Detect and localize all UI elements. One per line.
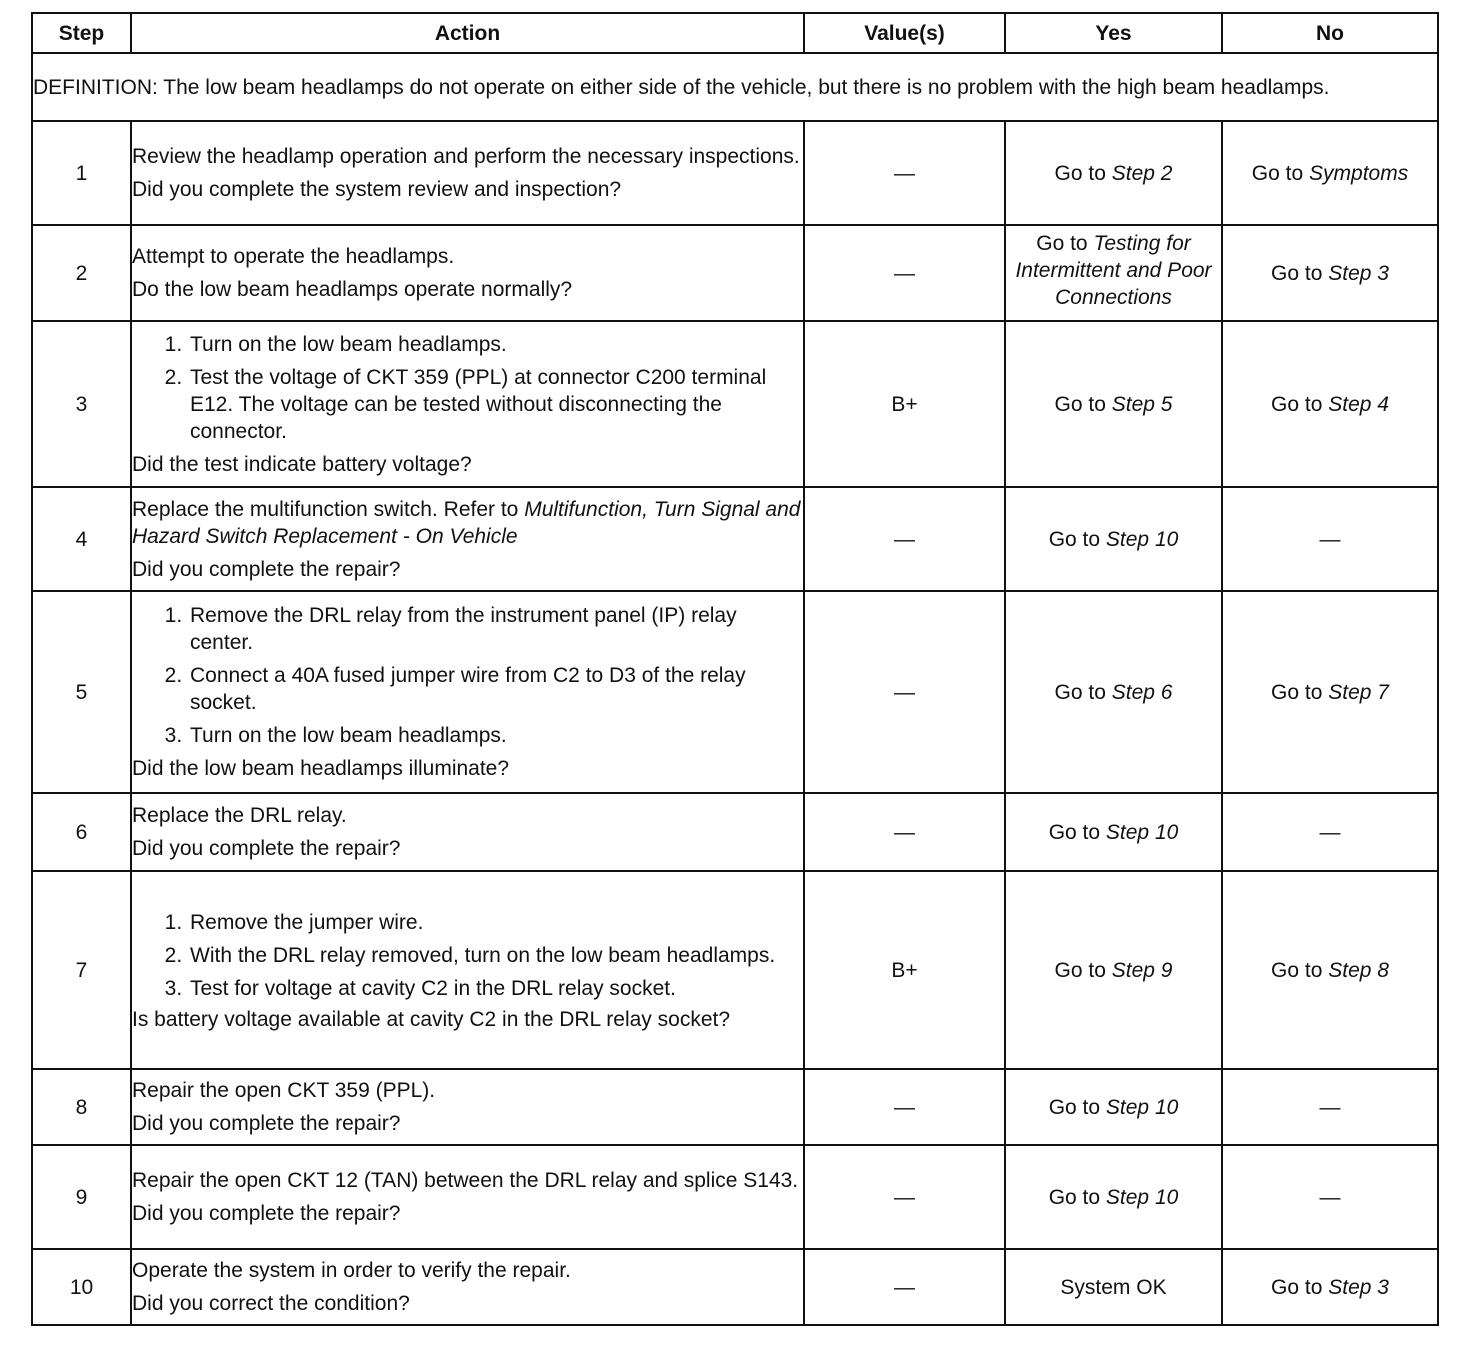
yes-prefix: Go to: [1054, 680, 1106, 704]
step-number: 8: [32, 1069, 131, 1145]
no-cell: [1222, 321, 1438, 487]
substep: 2. Connect a 40A fused jumper wire from C2 to D3 of the relay socket.: [188, 662, 803, 716]
yes-prefix: Go to: [1054, 392, 1106, 416]
action-question: Did the test indicate battery voltage?: [132, 452, 472, 476]
no-link[interactable]: Step 8: [1328, 958, 1389, 982]
action-question: Did you complete the repair?: [132, 1112, 401, 1135]
table-row: [32, 225, 1438, 321]
action-cell: [131, 321, 804, 487]
step-number: 2: [32, 225, 131, 321]
no-link[interactable]: Step 3: [1328, 261, 1389, 285]
step-number: 7: [32, 871, 131, 1069]
no-prefix: Go to: [1251, 161, 1304, 185]
value-cell: —: [804, 1249, 1005, 1325]
definition-text: DEFINITION: The low beam headlamps do not operate on either side of the vehicle, but there is no problem with the high beam headlamps.: [32, 53, 1438, 121]
action-cell: [131, 1069, 804, 1145]
value-cell: —: [804, 487, 1005, 591]
action-text: Review the headlamp operation and perform the necessary inspections.: [132, 145, 800, 168]
value-cell: B+: [804, 321, 1005, 487]
yes-prefix: Go to: [1048, 820, 1101, 844]
no-prefix: Go to: [1271, 261, 1323, 285]
no-cell: —: [1222, 1145, 1438, 1249]
action-prefix: Replace the multifunction switch. Refer to: [132, 497, 519, 521]
action-cell: [131, 1145, 804, 1249]
yes-cell: [1005, 793, 1222, 871]
action-cell: [131, 487, 804, 591]
action-cell: [131, 121, 804, 225]
yes-link[interactable]: Step 2: [1111, 161, 1173, 185]
header-action: Action: [131, 13, 804, 53]
no-cell: [1222, 225, 1438, 321]
no-link[interactable]: Step 7: [1328, 680, 1389, 704]
yes-cell: [1005, 1145, 1222, 1249]
action-question: Did you correct the condition?: [132, 1292, 410, 1315]
substep: 3. Turn on the low beam headlamps.: [188, 722, 803, 749]
action-question: Is battery voltage available at cavity C2 in the DRL relay socket?: [132, 1007, 731, 1031]
yes-prefix: Go to: [1048, 1095, 1101, 1119]
step-number: 4: [32, 487, 131, 591]
header-no: No: [1222, 13, 1438, 53]
yes-cell: [1005, 121, 1222, 225]
substep: 2. Test the voltage of CKT 359 (PPL) at connector C200 terminal E12. The voltage can be tested without disconnecting the connector.: [188, 364, 803, 445]
yes-cell: [1005, 321, 1222, 487]
diagnostic-table: [31, 12, 1439, 1326]
step-number: 10: [32, 1249, 131, 1325]
no-cell: —: [1222, 793, 1438, 871]
action-text: Attempt to operate the headlamps.: [132, 245, 455, 268]
value-cell: —: [804, 121, 1005, 225]
value-cell: B+: [804, 871, 1005, 1069]
action-cell: [131, 871, 804, 1069]
yes-cell: System OK: [1005, 1249, 1222, 1325]
no-link[interactable]: Symptoms: [1309, 161, 1409, 185]
yes-prefix: Go to: [1036, 232, 1088, 255]
yes-cell: [1005, 871, 1222, 1069]
no-link[interactable]: Step 4: [1328, 392, 1389, 416]
step-number: 6: [32, 793, 131, 871]
table-row: [32, 793, 1438, 871]
action-cell: [131, 793, 804, 871]
action-text: Repair the open CKT 359 (PPL).: [132, 1079, 436, 1102]
no-cell: —: [1222, 487, 1438, 591]
value-cell: —: [804, 1145, 1005, 1249]
action-cell: [131, 591, 804, 793]
yes-prefix: Go to: [1048, 1185, 1101, 1209]
substep-list: [132, 909, 803, 1002]
yes-link[interactable]: Step 6: [1111, 680, 1173, 704]
yes-cell: [1005, 591, 1222, 793]
yes-link[interactable]: Step 10: [1105, 1185, 1179, 1209]
substep: 1. Remove the DRL relay from the instrument panel (IP) relay center.: [188, 602, 803, 656]
table-row: [32, 1069, 1438, 1145]
step-number: 5: [32, 591, 131, 793]
value-cell: —: [804, 793, 1005, 871]
action-reference-link[interactable]: Multifunction, Turn Signal and Hazard Switch Replacement - On Vehicle: [132, 497, 801, 548]
no-cell: [1222, 121, 1438, 225]
yes-link[interactable]: Step 10: [1105, 527, 1179, 551]
action-text: Replace the DRL relay.: [132, 804, 347, 827]
substep: 1. Turn on the low beam headlamps.: [188, 331, 803, 358]
yes-prefix: Go to: [1054, 161, 1106, 185]
value-cell: —: [804, 225, 1005, 321]
yes-link[interactable]: Step 10: [1105, 820, 1179, 844]
no-cell: [1222, 871, 1438, 1069]
action-cell: [131, 1249, 804, 1325]
no-prefix: Go to: [1271, 680, 1323, 704]
action-text: Repair the open CKT 12 (TAN) between the DRL relay and splice S143.: [132, 1169, 799, 1192]
action-question: Did the low beam headlamps illuminate?: [132, 757, 510, 780]
header-yes: Yes: [1005, 13, 1222, 53]
substep-list: [132, 331, 803, 445]
action-question: Did you complete the repair?: [132, 1202, 401, 1225]
yes-link[interactable]: Testing for Intermittent and Poor Connections: [1015, 232, 1212, 309]
header-row: [32, 13, 1438, 53]
table-row: [32, 871, 1438, 1069]
step-number: 9: [32, 1145, 131, 1249]
yes-cell: [1005, 487, 1222, 591]
header-step: Step: [32, 13, 131, 53]
substep: 2. With the DRL relay removed, turn on the low beam headlamps.: [188, 942, 803, 969]
no-prefix: Go to: [1271, 392, 1323, 416]
no-cell: [1222, 591, 1438, 793]
substep: 1. Remove the jumper wire.: [188, 909, 803, 936]
definition-row: [32, 53, 1438, 121]
header-values: Value(s): [804, 13, 1005, 53]
yes-link[interactable]: Step 5: [1111, 392, 1173, 416]
substep-list: [132, 602, 803, 749]
yes-cell: [1005, 225, 1222, 321]
yes-link[interactable]: Step 10: [1105, 1095, 1179, 1119]
action-cell: [131, 225, 804, 321]
no-prefix: Go to: [1271, 1275, 1323, 1299]
no-cell: —: [1222, 1069, 1438, 1145]
no-cell: [1222, 1249, 1438, 1325]
value-cell: —: [804, 591, 1005, 793]
action-question: Do the low beam headlamps operate normally?: [132, 278, 573, 301]
action-question: Did you complete the system review and inspection?: [132, 178, 622, 201]
yes-prefix: Go to: [1048, 527, 1101, 551]
no-prefix: Go to: [1271, 958, 1323, 982]
table-row: [32, 1145, 1438, 1249]
no-link[interactable]: Step 3: [1328, 1275, 1389, 1299]
action-question: Did you complete the repair?: [132, 557, 401, 581]
yes-prefix: Go to: [1054, 958, 1106, 982]
yes-link[interactable]: Step 9: [1111, 958, 1173, 982]
table-row: [32, 121, 1438, 225]
yes-cell: [1005, 1069, 1222, 1145]
action-text: [132, 496, 803, 550]
action-question: Did you complete the repair?: [132, 837, 401, 860]
table-row: [32, 321, 1438, 487]
table-row: [32, 591, 1438, 793]
substep: 3. Test for voltage at cavity C2 in the DRL relay socket.: [188, 975, 803, 1002]
table-row: [32, 487, 1438, 591]
step-number: 3: [32, 321, 131, 487]
action-text: Operate the system in order to verify the repair.: [132, 1259, 571, 1282]
step-number: 1: [32, 121, 131, 225]
table-row: [32, 1249, 1438, 1325]
value-cell: —: [804, 1069, 1005, 1145]
